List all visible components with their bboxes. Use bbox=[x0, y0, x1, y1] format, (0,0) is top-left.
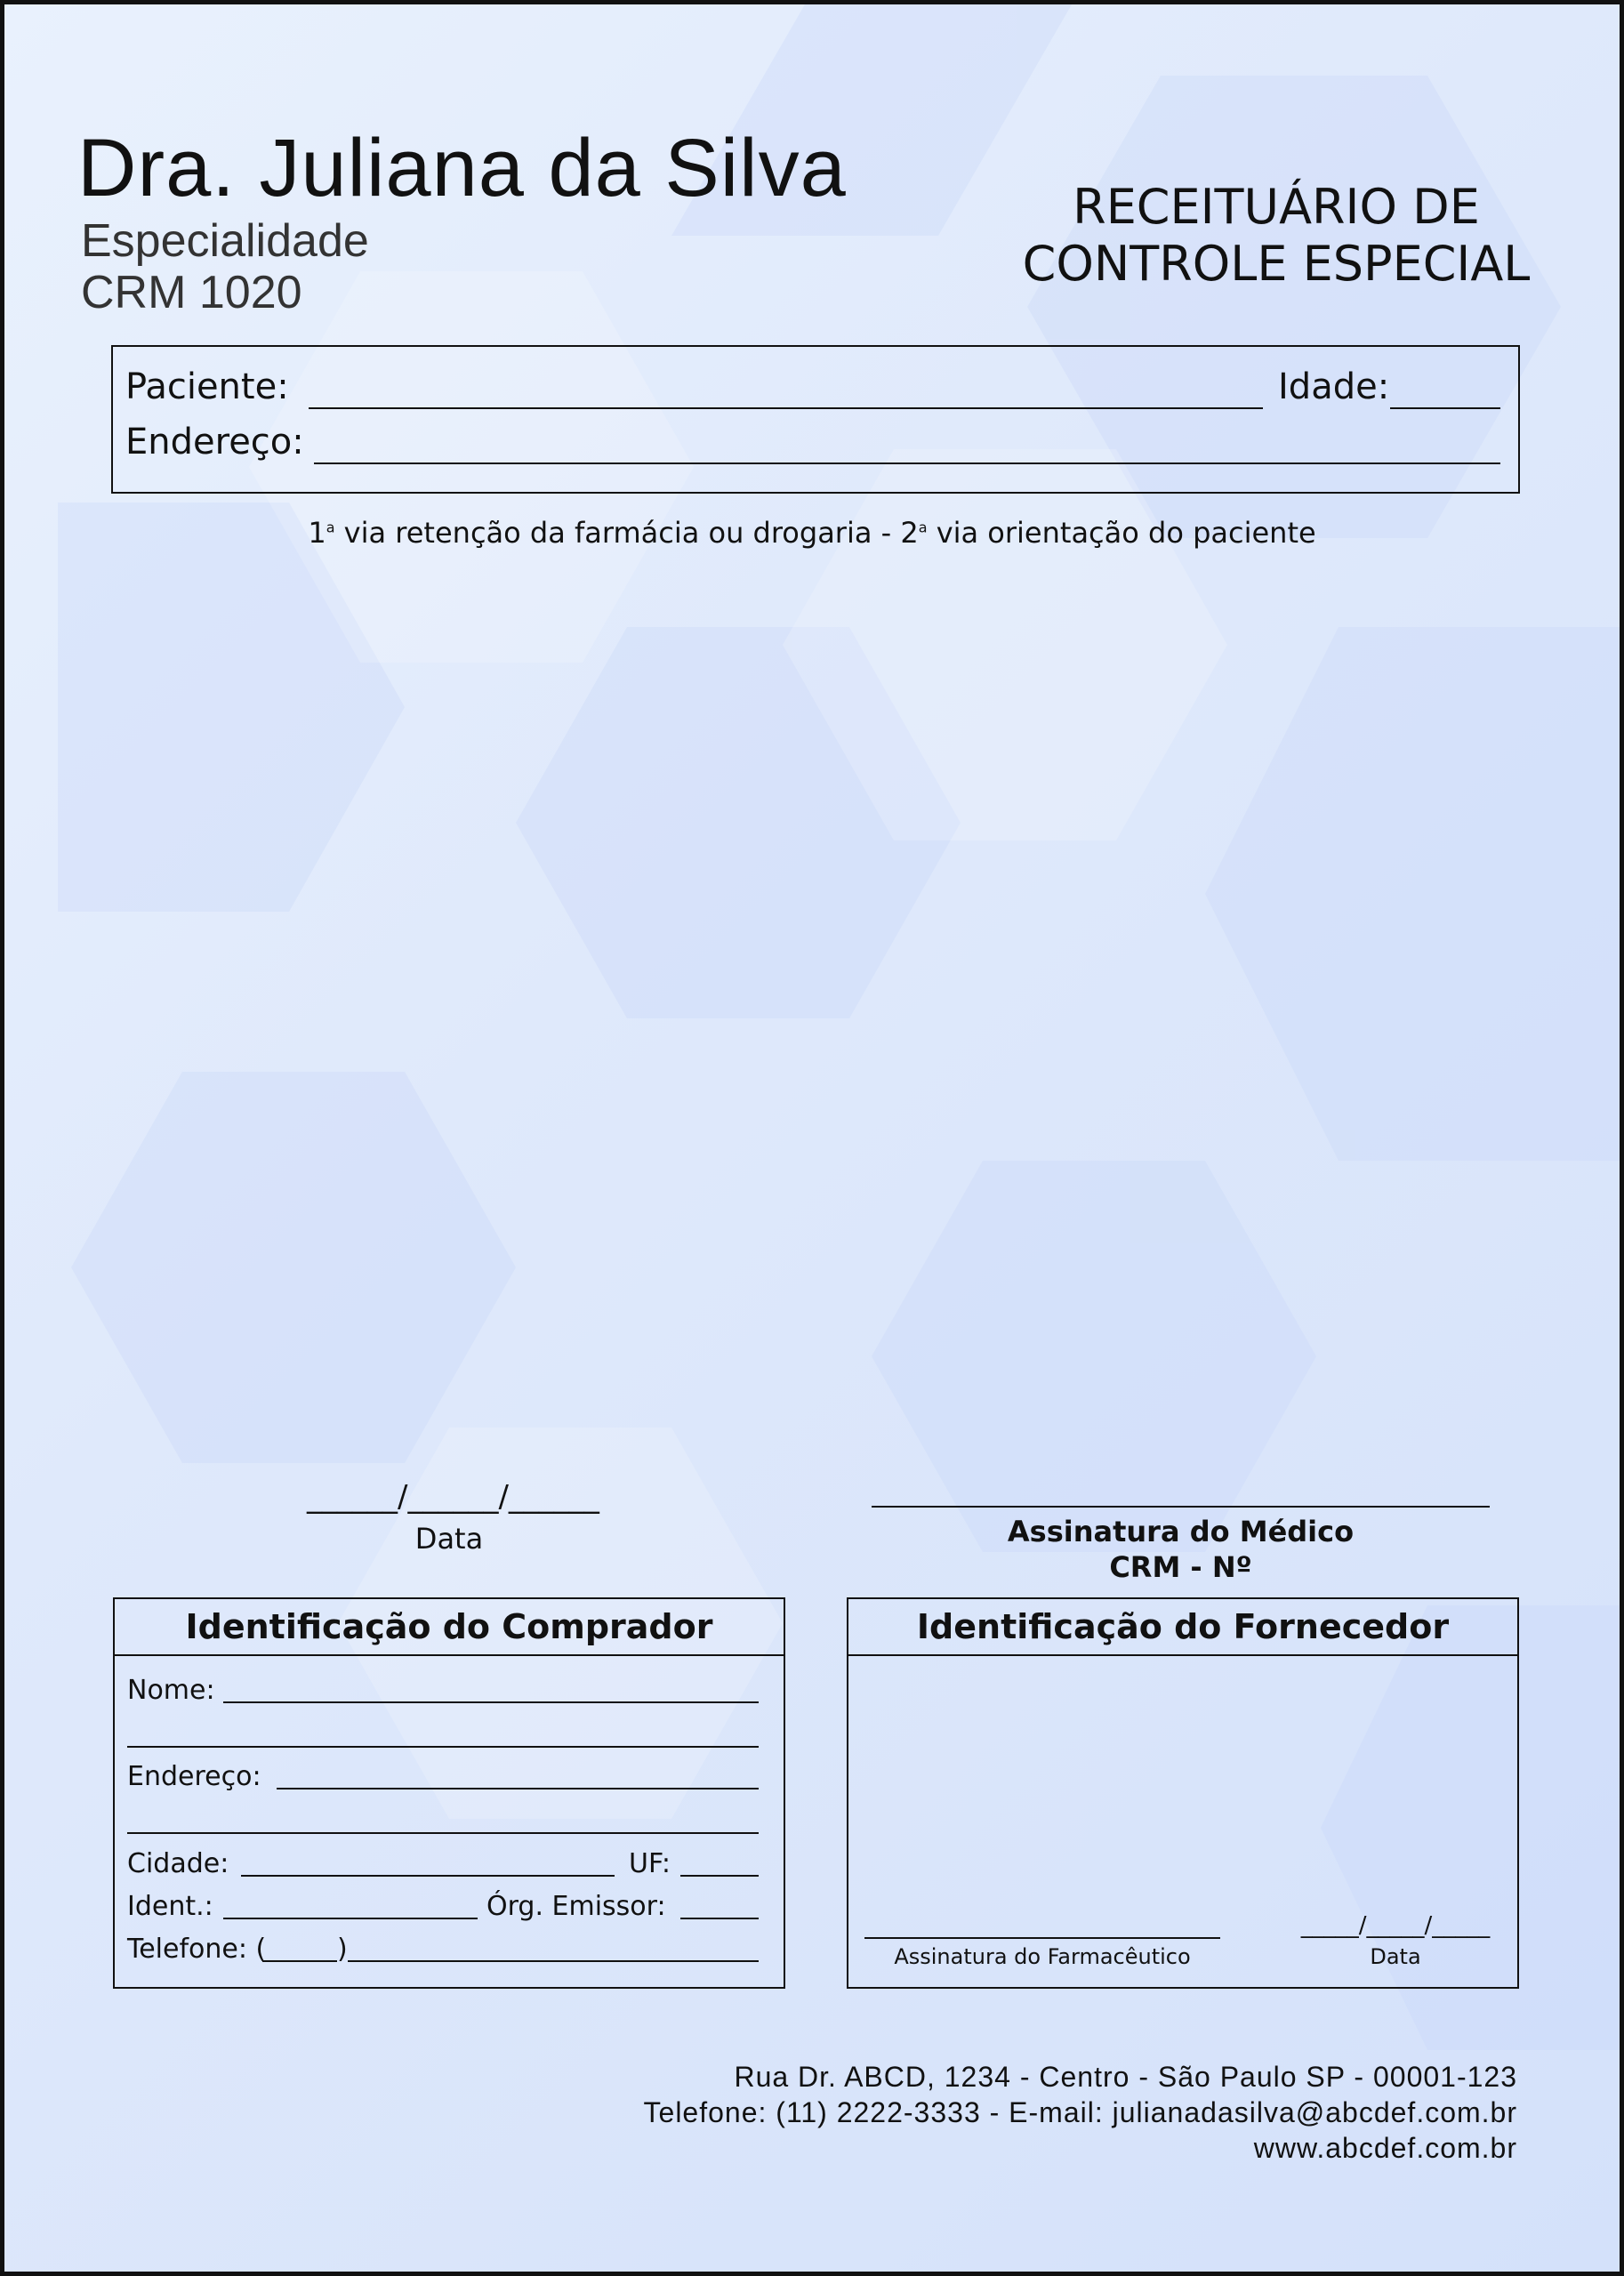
via-second-text: via orientação do paciente bbox=[927, 516, 1316, 550]
buyer-issuer-label: Órg. Emissor: bbox=[486, 1891, 666, 1922]
address-label: Endereço: bbox=[125, 422, 304, 462]
buyer-uf-field[interactable] bbox=[680, 1875, 759, 1877]
pharmacist-signature-line[interactable] bbox=[864, 1937, 1220, 1939]
supplier-date-blank[interactable]: _____/_____/_____ bbox=[1300, 1912, 1491, 1939]
footer-website[interactable]: www.abcdef.com.br bbox=[1253, 2132, 1517, 2164]
buyer-name-label: Nome: bbox=[127, 1675, 215, 1706]
pharmacist-signature-label: Assinatura do Farmacêutico bbox=[894, 1944, 1191, 1969]
buyer-identification-card bbox=[113, 1597, 785, 1989]
prescription-title bbox=[1009, 179, 1543, 293]
prescription-body-area[interactable] bbox=[111, 574, 1520, 1445]
footer-address: Rua Dr. ABCD, 1234 - Centro - São Paulo SP - 00001-123 bbox=[734, 2061, 1517, 2093]
doctor-crm-label: CRM - Nº bbox=[1109, 1550, 1252, 1584]
patient-age-field[interactable] bbox=[1390, 407, 1500, 409]
footer-phone-email: Telefone: (11) 2222-3333 - E-mail: julianadasilva@abcdef.com.br bbox=[643, 2096, 1517, 2128]
buyer-city-field[interactable] bbox=[241, 1875, 615, 1877]
via-second-sup: a bbox=[918, 519, 928, 536]
buyer-address-field-2[interactable] bbox=[127, 1832, 759, 1834]
buyer-address-field[interactable] bbox=[277, 1788, 759, 1789]
via-first-text: via retenção da farmácia ou drogaria - bbox=[334, 516, 901, 550]
prescription-title-line2: CONTROLE ESPECIAL bbox=[1022, 236, 1531, 292]
patient-label: Paciente: bbox=[125, 366, 289, 407]
buyer-card-title: Identificação do Comprador bbox=[115, 1599, 784, 1656]
buyer-phone-area-field[interactable] bbox=[262, 1960, 337, 1962]
date-label: Data bbox=[414, 1522, 484, 1556]
buyer-name-field[interactable] bbox=[223, 1701, 759, 1703]
copy-instructions bbox=[4, 516, 1620, 550]
buyer-phone-field[interactable] bbox=[348, 1960, 759, 1962]
buyer-id-label: Ident.: bbox=[127, 1891, 213, 1922]
via-first-sup: a bbox=[326, 519, 335, 536]
doctor-specialty: Especialidade bbox=[81, 215, 369, 267]
buyer-uf-label: UF: bbox=[629, 1848, 671, 1879]
via-second-num: 2 bbox=[900, 516, 919, 550]
doctor-signature-line[interactable] bbox=[872, 1506, 1490, 1508]
supplier-identification-card bbox=[847, 1597, 1519, 1989]
patient-address-field[interactable] bbox=[314, 462, 1500, 464]
patient-name-field[interactable] bbox=[309, 407, 1263, 409]
doctor-signature-label: Assinatura do Médico bbox=[1007, 1515, 1355, 1548]
supplier-card-title: Identificação do Fornecedor bbox=[848, 1599, 1517, 1656]
doctor-signature-block bbox=[872, 1514, 1490, 1585]
supplier-date-label: Data bbox=[1370, 1944, 1421, 1969]
doctor-crm: CRM 1020 bbox=[81, 267, 302, 318]
via-first-num: 1 bbox=[308, 516, 326, 550]
patient-info-box bbox=[111, 345, 1520, 494]
prescription-title-line1: RECEITUÁRIO DE bbox=[1073, 179, 1480, 235]
buyer-phone-label: Telefone: ( bbox=[127, 1934, 267, 1965]
buyer-address-label: Endereço: bbox=[127, 1761, 261, 1792]
age-label: Idade: bbox=[1278, 366, 1390, 407]
buyer-city-label: Cidade: bbox=[127, 1848, 229, 1879]
date-blank[interactable]: ______/______/______ bbox=[307, 1479, 599, 1515]
buyer-phone-close: ) bbox=[337, 1934, 348, 1965]
footer-contact bbox=[644, 2059, 1517, 2166]
buyer-name-field-2[interactable] bbox=[127, 1746, 759, 1748]
doctor-name: Dra. Juliana da Silva bbox=[77, 123, 847, 213]
buyer-id-field[interactable] bbox=[223, 1918, 478, 1919]
buyer-issuer-field[interactable] bbox=[680, 1918, 759, 1919]
